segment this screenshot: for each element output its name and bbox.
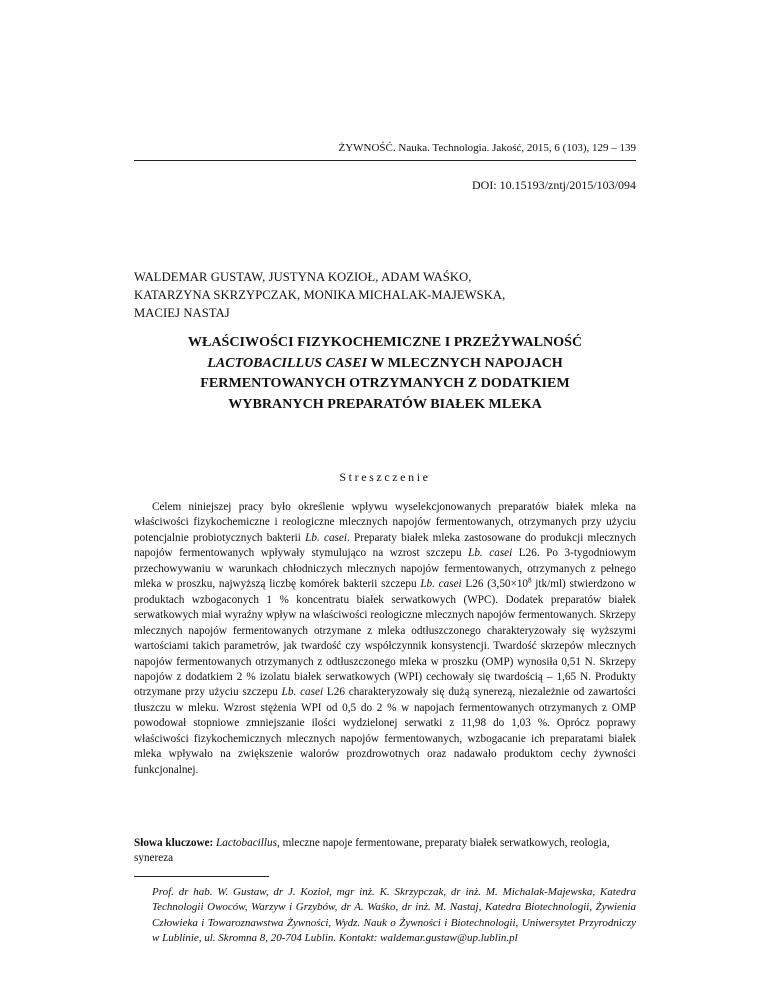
- abstract-text: [134, 500, 636, 778]
- author-line: KATARZYNA SKRZYPCZAK, MONIKA MICHALAK-MAJEWSKA,: [134, 288, 506, 302]
- header-divider: [134, 160, 636, 161]
- abstract-segment: Celem niniejszej pracy było określenie wpływu wyselekcjonowanych preparatów białek mleka na właściwości fizykochemiczne i reologiczne mlecznych napojów fermentowanych, otrzymanych przy użyciu potencjalnie probiotycznych bakterii: [134, 501, 636, 544]
- title-line: WŁAŚCIWOŚCI FIZYKOCHEMICZNE I PRZEŻYWALNOŚĆ: [187, 334, 583, 350]
- abstract-segment: L26 charakteryzowały się dużą synerezą, niezależnie od zawartości tłuszczu w mleku. Wzrost stężenia WPI od 0,5 do 2 % w napojach fermentowanych otrzymanych z OMP powodował stopniowe zmniejszanie ilości wydzielonej serwatki z 11,98 do 1,03 %. Oprócz poprawy właściwości fizykochemicznych mlecznych napojów fermentowanych, wzbogacanie ich preparatami białek mleka wpływało na zwiększenie walorów prozdrowotnych oraz nadawało produktom cechy żywności funkcjonalnej.: [134, 686, 636, 776]
- abstract-segment: jtk/ml) stwierdzono w produktach wzbogaconych 1 % koncentratu białek serwatkowych (WPC). Dodatek preparatów białek serwatkowych miał wyraźny wpływ na właściwości reologiczne mlecznych napojów fermentowanych. Skrzepy mlecznych napojów fermentowanych otrzymane z mleka odtłuszczonego charakteryzowały się wyższymi wartościami takich parametrów, jak twardość czy współczynnik konsystencji. Twardość skrzepów mlecznych napojów fermentowanych otrzymanych z odtłuszczonego mleka w proszku (OMP) wynosiła 0,51 N. Skrzepy napojów z dodatkiem 2 % izolatu białek serwatkowych (WPI) cechowały się twardością – 1,65 N. Produkty otrzymane przy użyciu szczepu: [134, 578, 636, 699]
- article-title: [134, 332, 636, 414]
- abstract-segment: . Preparaty białek mleka zastosowane do produkcji mlecznych napojów fermentowanych wpływały stymulująco na wzrost szczepu: [134, 531, 637, 560]
- species-name: Lb. casei: [468, 547, 513, 560]
- keywords: [134, 836, 636, 867]
- title-line: WYBRANYCH PREPARATÓW BIAŁEK MLEKA: [228, 395, 542, 412]
- author-line: WALDEMAR GUSTAW, JUSTYNA KOZIOŁ, ADAM WAŚKO,: [134, 270, 472, 284]
- keywords-rest: , mleczne napoje fermentowane, preparaty białek serwatkowych, reologia, synereza: [134, 837, 610, 865]
- species-name: Lb. casei: [420, 578, 462, 591]
- author-affiliation-footnote: Prof. dr hab. W. Gustaw, dr J. Kozioł, mgr inż. K. Skrzypczak, dr inż. M. Michalak-Majewska, Katedra Technologii Owoców, Warzyw i Grzybów, dr A. Waśko, dr inż. M. Nastaj, Katedra Biotechnologii, Żywienia Człowieka i Towaroznawstwa Żywności, Wydz. Nauk o Żywności i Biotechnologii, Uniwersytet Przyrodniczy w Lublinie, ul. Skromna 8, 20-704 Lublin. Kontakt: waldemar.gustaw@up.lublin.pl: [152, 886, 636, 944]
- title-line: FERMENTOWANYCH OTRZYMANYCH Z DODATKIEM: [200, 375, 570, 391]
- title-line: [134, 353, 636, 374]
- keyword-italic: Lactobacillus: [216, 837, 277, 849]
- exponent: 8: [528, 576, 532, 585]
- footnote-divider: [134, 876, 269, 877]
- title-species: LACTOBACILLUS CASEI: [207, 354, 368, 371]
- abstract-heading: Streszczenie: [339, 470, 431, 484]
- species-name: Lb. casei: [305, 531, 347, 544]
- doi-line: DOI: 10.15193/zntj/2015/103/094: [472, 178, 636, 192]
- journal-citation: ŻYWNOŚĆ. Nauka. Technologia. Jakość, 2015, 6 (103), 129 – 139: [338, 142, 636, 154]
- abstract-segment: L26 (3,50×10: [461, 578, 529, 591]
- title-line-rest: W MLECZNYCH NAPOJACH: [367, 354, 563, 371]
- abstract-segment: L26. Po 3-tygodniowym przechowywaniu w warunkach chłodniczych mlecznych napojów fermentowanych, otrzymanych z pełnego mleka w proszku, najwyższą liczbę komórek bakterii szczepu: [134, 547, 637, 591]
- keywords-label: Słowa kluczowe:: [134, 837, 214, 849]
- species-name: Lb. casei: [281, 686, 324, 699]
- author-list: [134, 268, 636, 322]
- author-line: MACIEJ NASTAJ: [134, 306, 230, 320]
